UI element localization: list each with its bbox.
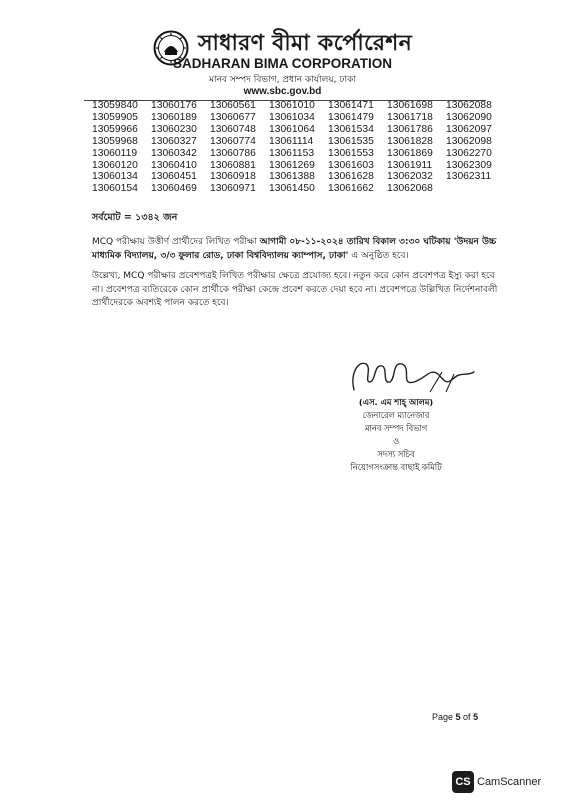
roll-number: 13061153: [269, 147, 315, 159]
signatory-name: (এস. এম শাহ্ আলম): [358, 397, 434, 407]
roll-number: 13059966: [92, 123, 138, 135]
signatory-designation: জেনারেল ম্যানেজার: [362, 410, 430, 420]
roll-number: 13060561: [210, 100, 256, 111]
notice-text-end: এ অনুষ্ঠিত হবে।: [348, 250, 409, 261]
roll-number: 13061869: [387, 147, 433, 159]
roll-number: 13061450: [269, 183, 315, 195]
roll-column: [151, 100, 210, 195]
roll-number: 13061911: [387, 159, 433, 171]
org-title-english: SADHARAN BIMA CORPORATION: [173, 56, 392, 71]
department-subtitle: মানব সম্পদ বিভাগ, প্রধান কার্যালয়, ঢাকা: [209, 75, 356, 85]
camscanner-label: CamScanner: [477, 776, 542, 788]
roll-number: 13059905: [92, 111, 138, 123]
roll-number: 13059968: [92, 135, 138, 147]
roll-number: 13060119: [92, 147, 138, 159]
roll-number: 13061786: [387, 123, 433, 135]
roll-number: 13060189: [151, 111, 197, 123]
roll-number: 13061010: [269, 100, 315, 111]
roll-number: 13061628: [328, 171, 374, 183]
admit-card-notice: উল্লেখ্য, MCQ পরীক্ষার প্রবেশপত্রই লিখিত পরীক্ষার ক্ষেত্রে প্রযোজ্য হবে। নতুন করে কোন প্রবেশপত্র ইস্যু করা হবে না। প্রবেশপত্র ব্যতিরেকে কোন প্রার্থীকে পরীক্ষা কেন্দ্রে প্রবেশ করতে দেয়া হবে না। প্রবেশপত্রে উল্লিখিত নির্দেশনাবলী প্রার্থীদেরকে অবশ্যই পালন করতে হবে।: [92, 271, 498, 308]
roll-number: 13060786: [210, 147, 256, 159]
roll-number: 13062097: [446, 123, 492, 135]
notice-venue-bold: আগামী ০৮-১১-২০২৪ তারিখ বিকাল ৩:৩০ ঘটিকায় 'উদয়ন উচ্চ মাধ্যমিক বিদ্যালয়, ৩/৩ ফুলার রোড, ঢাকা বিশ্ববিদ্যালয় ক্যাম্পাস, ঢাকা': [92, 237, 497, 261]
website-link[interactable]: www.sbc.gov.bd: [243, 86, 322, 97]
roll-column: [269, 100, 328, 195]
roll-number: 13061828: [387, 135, 433, 147]
roll-number: 13061603: [328, 159, 374, 171]
roll-number: 13062088: [446, 100, 492, 111]
roll-number: 13061471: [328, 100, 374, 111]
signatory-role: সদস্য সচিব: [377, 449, 415, 459]
roll-number: 13060774: [210, 135, 256, 147]
roll-number: 13061114: [269, 135, 314, 147]
camscanner-logo-icon: CS: [452, 771, 474, 793]
roll-number: 13061698: [387, 100, 433, 111]
roll-number: 13062311: [446, 171, 492, 183]
roll-column: [328, 100, 387, 195]
roll-number: 13061269: [269, 159, 315, 171]
roll-number: 13060451: [151, 171, 197, 183]
camscanner-watermark: [452, 771, 541, 793]
signature-block: [316, 396, 476, 474]
roll-number: 13061388: [269, 171, 315, 183]
roll-column: [92, 100, 151, 195]
roll-column: [446, 100, 505, 195]
exam-notice: [92, 236, 502, 263]
roll-number: 13062032: [387, 171, 433, 183]
roll-number: 13060230: [151, 123, 197, 135]
roll-number: 13060677: [210, 111, 256, 123]
roll-number: 13060154: [92, 183, 138, 195]
roll-number: 13060918: [210, 171, 256, 183]
roll-number: 13060469: [151, 183, 197, 195]
total-count: সর্বমোট = ১৩৪২ জন: [92, 212, 178, 223]
roll-column: [210, 100, 269, 195]
roll-number: 13060971: [210, 183, 256, 195]
roll-number: 13061534: [328, 123, 374, 135]
roll-number: 13061553: [328, 147, 374, 159]
roll-number: 13059840: [92, 100, 138, 111]
signatory-and: ও: [392, 436, 400, 446]
roll-number: 13061479: [328, 111, 374, 123]
org-title-bangla: সাধারণ বীমা কর্পোরেশন: [198, 31, 413, 56]
roll-number: 13061718: [387, 111, 433, 123]
roll-number: 13060134: [92, 171, 138, 183]
signatory-department: মানব সম্পদ বিভাগ: [364, 423, 428, 433]
roll-number: 13062068: [387, 183, 433, 195]
roll-number: 13060342: [151, 147, 197, 159]
roll-number-grid: [92, 100, 505, 195]
roll-number: 13061662: [328, 183, 374, 195]
roll-column: [387, 100, 446, 195]
roll-number: 13062309: [446, 159, 492, 171]
roll-number: 13060176: [151, 100, 197, 111]
roll-number: 13062090: [446, 111, 492, 123]
signatory-committee: নিয়োগসংক্রান্ত বাছাই কমিটি: [350, 462, 442, 472]
roll-number: 13062098: [446, 135, 492, 147]
roll-number: 13060120: [92, 159, 138, 171]
roll-number: 13062270: [446, 147, 492, 159]
page-indicator: Page 5 of 5: [432, 712, 479, 722]
roll-number: 13060881: [210, 159, 256, 171]
roll-number: 13060748: [210, 123, 256, 135]
roll-number: 13060327: [151, 135, 197, 147]
roll-number: 13061535: [328, 135, 374, 147]
notice-text: MCQ পরীক্ষায় উত্তীর্ণ প্রার্থীদের লিখিত পরীক্ষা: [92, 237, 260, 247]
roll-number: 13061034: [269, 111, 315, 123]
roll-number: 13061064: [269, 123, 315, 135]
roll-number: 13060410: [151, 159, 197, 171]
